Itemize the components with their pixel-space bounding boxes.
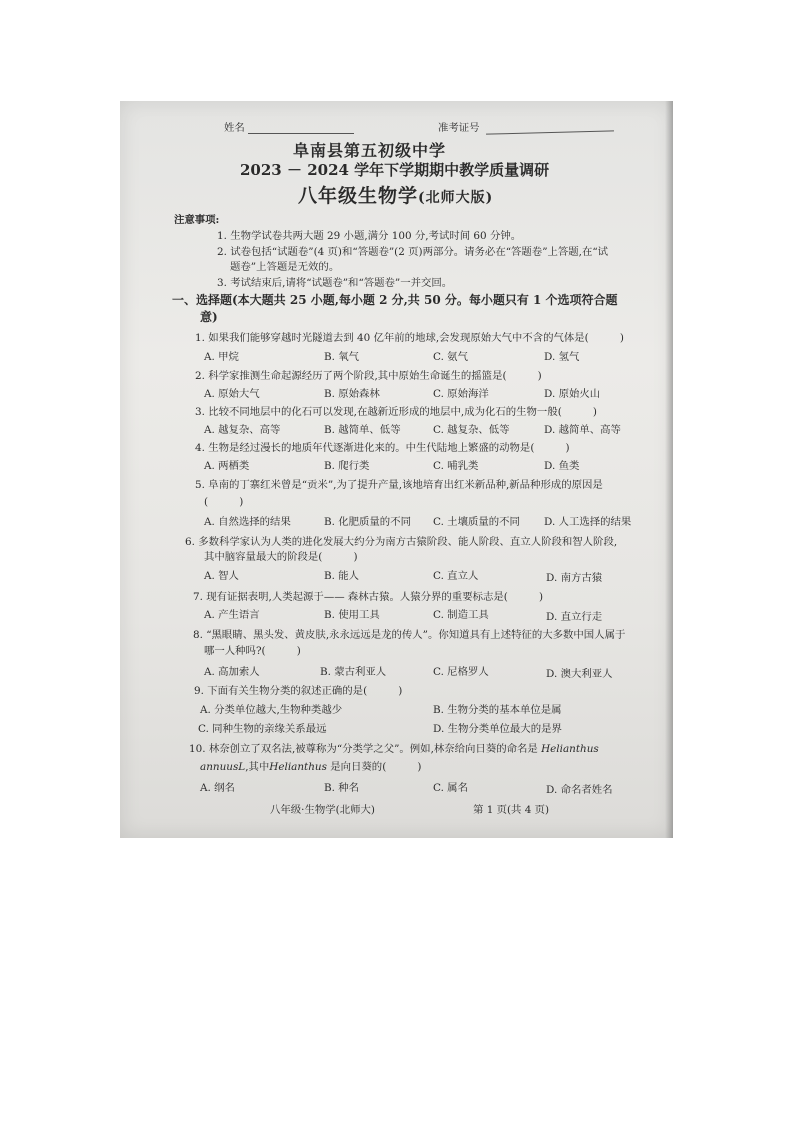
q8-option-c: C. 尼格罗人	[433, 666, 489, 678]
question-9-stem: 9. 下面有关生物分类的叙述正确的是( )	[194, 685, 403, 697]
question-2-stem: 2. 科学家推测生命起源经历了两个阶段,其中原始生命诞生的摇篮是( )	[195, 370, 542, 382]
question-8-stem-cont: 哪一人种吗?( )	[204, 645, 301, 657]
q1-option-d: D. 氢气	[544, 351, 580, 363]
note-item: 1. 生物学试卷共两大题 29 小题,满分 100 分,考试时间 60 分钟。	[217, 230, 522, 242]
question-3-stem: 3. 比较不同地层中的化石可以发现,在越新近形成的地层中,成为化石的生物一般( )	[195, 406, 597, 418]
term-title: 2023 － 2024 学年下学期期中教学质量调研	[240, 161, 550, 179]
q8-option-d: D. 澳大利亚人	[546, 668, 613, 680]
q4-option-d: D. 鱼类	[544, 460, 580, 472]
id-label: 准考证号	[438, 122, 480, 134]
q6-option-d: D. 南方古猿	[546, 572, 603, 584]
question-6-stem: 6. 多数科学家认为人类的进化发展大约分为南方古猿阶段、能人阶段、直立人阶段和智人阶段,	[185, 536, 618, 548]
q5-option-a: A. 自然选择的结果	[204, 516, 291, 528]
section-heading: 一、选择题(本大题共 25 小题,每小题 2 分,共 50 分。每小题只有 1 个选项符合题	[172, 293, 618, 307]
q5-option-c: C. 土壤质量的不同	[433, 516, 520, 528]
q7-option-b: B. 使用工具	[324, 609, 380, 621]
q10-option-d: D. 命名者姓名	[546, 784, 613, 796]
note-item: 3. 考试结束后,请将“试题卷”和“答题卷”一并交回。	[217, 277, 453, 289]
question-10-stem: 10. 林奈创立了双名法,被尊称为“分类学之父”。例如,林奈给向日葵的命名是 Helianthus	[189, 743, 599, 755]
q9-option-d: D. 生物分类单位最大的是界	[433, 723, 562, 735]
school-title: 阜南县第五初级中学	[293, 141, 447, 160]
id-blank	[486, 130, 614, 134]
q5-option-b: B. 化肥质量的不同	[324, 516, 411, 528]
q8-option-a: A. 高加索人	[204, 666, 260, 678]
q2-option-d: D. 原始火山	[544, 388, 601, 400]
q4-option-b: B. 爬行类	[324, 460, 370, 472]
q4-option-c: C. 哺乳类	[433, 460, 479, 472]
q8-option-b: B. 蒙古利亚人	[320, 666, 387, 678]
q3-option-b: B. 越简单、低等	[324, 424, 401, 436]
q2-option-a: A. 原始大气	[204, 388, 260, 400]
q6-option-b: B. 能人	[324, 570, 360, 582]
q1-option-b: B. 氧气	[324, 351, 360, 363]
q10-option-a: A. 纲名	[200, 782, 235, 794]
page-edge-shadow	[665, 101, 673, 838]
footer-page-number: 第 1 页(共 4 页)	[473, 804, 550, 816]
footer-subject: 八年级·生物学(北师大)	[270, 804, 375, 816]
q10-option-c: C. 属名	[433, 782, 468, 794]
question-5-stem: 5. 阜南的丁寨红米曾是“贡米”,为了提升产量,该地培育出红米新品种,新品种形成的原因是	[195, 479, 603, 491]
note-item: 题卷”上答题是无效的。	[230, 261, 340, 273]
name-blank	[248, 133, 354, 134]
q9-option-c: C. 同种生物的亲缘关系最远	[198, 723, 327, 735]
q7-option-d: D. 直立行走	[546, 611, 603, 623]
note-item: 2. 试卷包括“试题卷”(4 页)和“答题卷”(2 页)两部分。请务必在“答题卷”上答题,在“试	[217, 246, 609, 258]
q7-option-a: A. 产生语言	[204, 609, 260, 621]
question-1-stem: 1. 如果我们能够穿越时光隧道去到 40 亿年前的地球,会发现原始大气中不含的气体是( )	[195, 332, 624, 344]
q10-option-b: B. 种名	[324, 782, 360, 794]
subject-title: 八年级生物学(北师大版)	[298, 185, 494, 207]
q3-option-c: C. 越复杂、低等	[433, 424, 510, 436]
notes-title: 注意事项:	[174, 214, 220, 226]
question-8-stem: 8. “黑眼睛、黑头发、黄皮肤,永永远远是龙的传人”。你知道具有上述特征的大多数中国人属于	[193, 629, 626, 641]
name-label: 姓名	[224, 122, 245, 134]
q2-option-b: B. 原始森林	[324, 388, 380, 400]
q3-option-d: D. 越简单、高等	[544, 424, 621, 436]
q9-option-a: A. 分类单位越大,生物种类越少	[200, 704, 343, 716]
q1-option-a: A. 甲烷	[204, 351, 239, 363]
question-7-stem: 7. 现有证据表明,人类起源于—— 森林古猿。人猿分界的重要标志是( )	[193, 591, 544, 603]
q2-option-c: C. 原始海洋	[433, 388, 489, 400]
q9-option-b: B. 生物分类的基本单位是属	[433, 704, 562, 716]
q6-option-a: A. 智人	[204, 570, 239, 582]
question-5-stem-cont: ( )	[204, 496, 244, 508]
q6-option-c: C. 直立人	[433, 570, 479, 582]
exam-page-photo	[120, 101, 673, 838]
q7-option-c: C. 制造工具	[433, 609, 489, 621]
question-4-stem: 4. 生物是经过漫长的地质年代逐渐进化来的。中生代陆地上繁盛的动物是( )	[195, 442, 570, 454]
q1-option-c: C. 氨气	[433, 351, 468, 363]
q4-option-a: A. 两栖类	[204, 460, 250, 472]
question-6-stem-cont: 其中脑容量最大的阶段是( )	[204, 551, 358, 563]
q3-option-a: A. 越复杂、高等	[204, 424, 281, 436]
q5-option-d: D. 人工选择的结果	[544, 516, 632, 528]
question-10-stem-cont: annuusL,其中Helianthus 是向日葵的( )	[200, 761, 422, 773]
section-heading-cont: 意)	[200, 310, 218, 324]
